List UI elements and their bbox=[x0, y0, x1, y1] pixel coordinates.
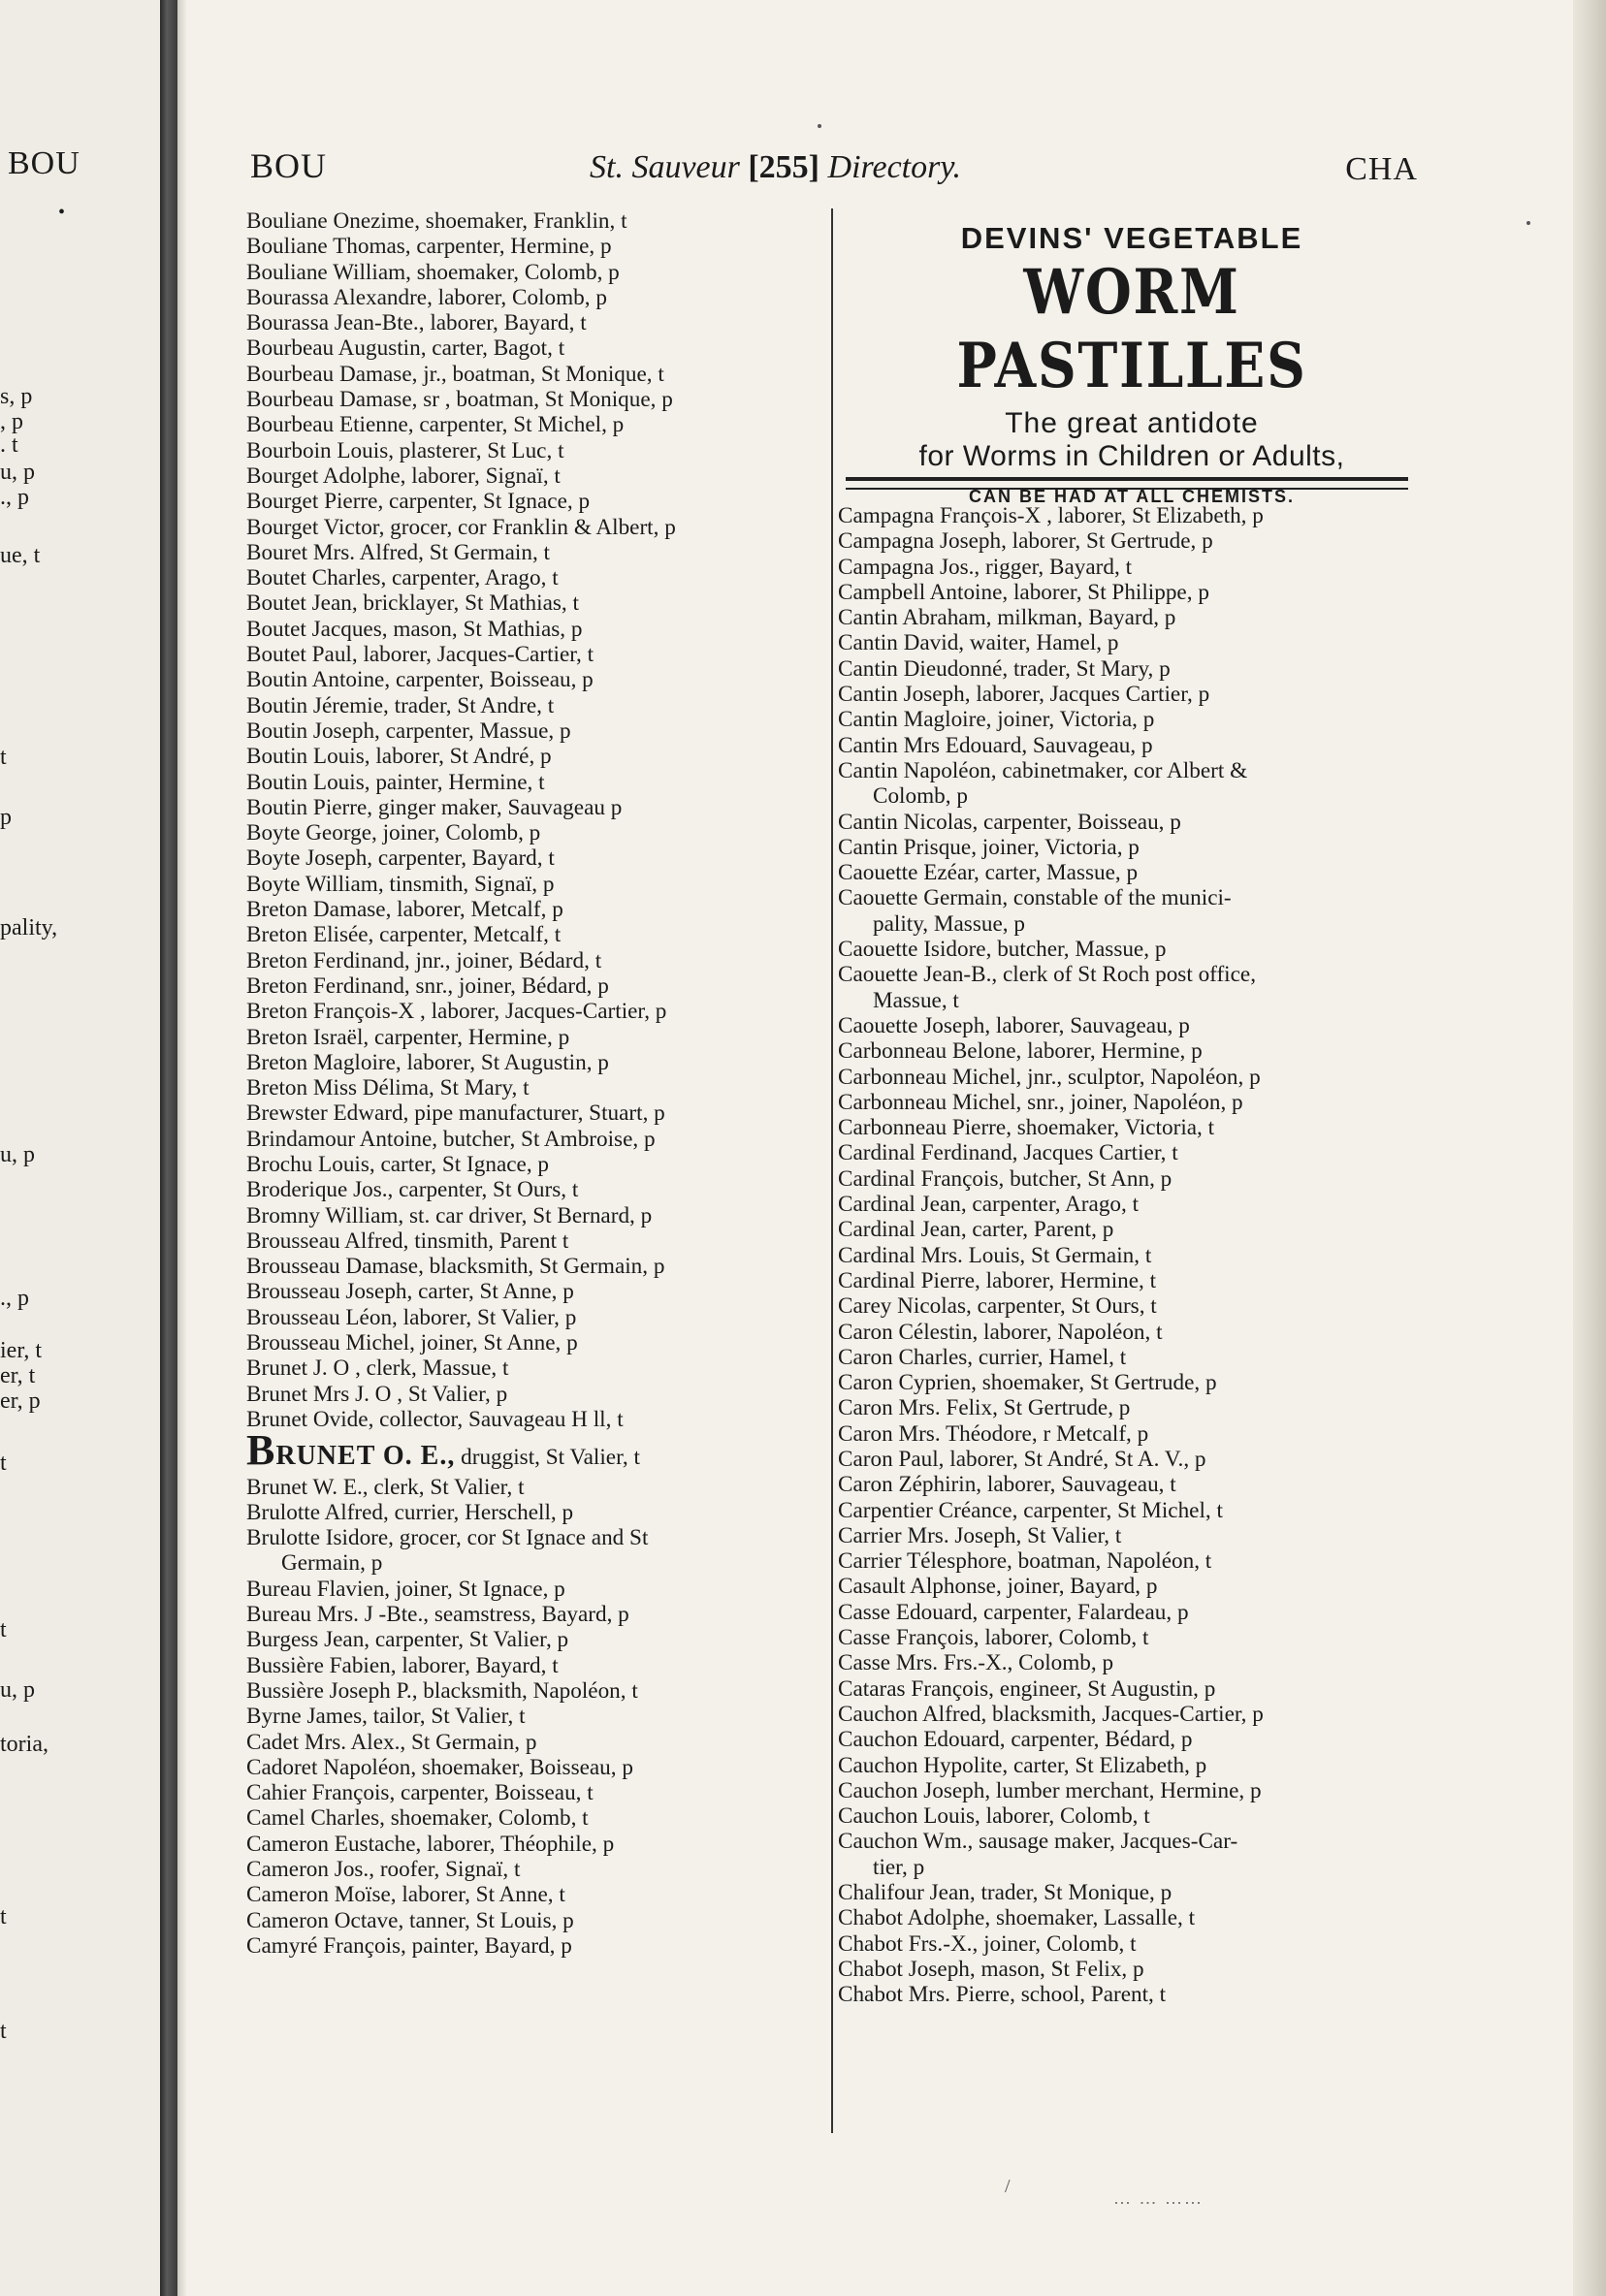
directory-entry: Boutin Louis, painter, Hermine, t bbox=[246, 769, 545, 795]
directory-entry: Caouette Germain, constable of the munici- bbox=[838, 885, 1232, 911]
previous-page-fragment bbox=[0, 0, 160, 2296]
ad-headline: WORM PASTILLES bbox=[956, 256, 1307, 402]
ad-line-1: DEVINS' VEGETABLE bbox=[960, 221, 1303, 255]
directory-entry: Carbonneau Michel, jnr., sculptor, Napoléon, p bbox=[838, 1064, 1261, 1090]
previous-page-text: ue, t bbox=[0, 543, 41, 568]
directory-entry: Brulotte Alfred, currier, Herschell, p bbox=[246, 1499, 574, 1525]
directory-entry: Cauchon Joseph, lumber merchant, Hermine, p bbox=[838, 1777, 1262, 1803]
directory-entry: Cantin Nicolas, carpenter, Boisseau, p bbox=[838, 809, 1181, 835]
directory-entry: Brousseau Alfred, tinsmith, Parent t bbox=[246, 1228, 569, 1254]
directory-entry: Brousseau Léon, laborer, St Valier, p bbox=[246, 1304, 577, 1330]
directory-entry: Casse Mrs. Frs.-X., Colomb, p bbox=[838, 1650, 1114, 1676]
directory-entry: Brindamour Antoine, butcher, St Ambroise, p bbox=[246, 1126, 656, 1152]
directory-entry: Carpentier Créance, carpenter, St Michel, t bbox=[838, 1497, 1223, 1523]
directory-entry: Cahier François, carpenter, Boisseau, t bbox=[246, 1780, 594, 1806]
directory-entry: Caouette Jean-B., clerk of St Roch post office, bbox=[838, 962, 1257, 988]
featured-rest: druggist, St Valier, t bbox=[455, 1445, 640, 1471]
directory-entry: Chabot Joseph, mason, St Felix, p bbox=[838, 1956, 1144, 1982]
directory-entry: Breton Magloire, laborer, St Augustin, p bbox=[246, 1049, 609, 1075]
directory-entry: Bourassa Alexandre, laborer, Colomb, p bbox=[246, 284, 607, 310]
previous-page-text: t bbox=[0, 1451, 7, 1476]
previous-page-text: er, t bbox=[0, 1363, 36, 1388]
directory-entry: Campagna Joseph, laborer, St Gertrude, p bbox=[838, 528, 1213, 555]
header-title bbox=[590, 149, 961, 186]
directory-entry: Bussière Fabien, laborer, Bayard, t bbox=[246, 1652, 559, 1678]
directory-entry: Brousseau Michel, joiner, St Anne, p bbox=[246, 1330, 578, 1356]
print-mark: / bbox=[1005, 2176, 1011, 2197]
directory-entry: Bouliane Onezime, shoemaker, Franklin, t bbox=[246, 208, 627, 234]
directory-entry: Caron Cyprien, shoemaker, St Gertrude, p bbox=[838, 1370, 1217, 1396]
directory-entry: Carbonneau Pierre, shoemaker, Victoria, t bbox=[838, 1115, 1215, 1141]
directory-entry: Bourbeau Damase, sr , boatman, St Monique, p bbox=[246, 387, 673, 413]
directory-entry: Cadet Mrs. Alex., St Germain, p bbox=[246, 1729, 537, 1755]
directory-entry: Massue, t bbox=[873, 987, 959, 1013]
directory-entry: Cadoret Napoléon, shoemaker, Boisseau, p bbox=[246, 1754, 633, 1780]
directory-entry: Boutin Joseph, carpenter, Massue, p bbox=[246, 718, 571, 744]
header-title-post: Directory. bbox=[819, 149, 962, 185]
directory-entry: Cardinal Pierre, laborer, Hermine, t bbox=[838, 1267, 1157, 1293]
directory-entry: Boutet Paul, laborer, Jacques-Cartier, t bbox=[246, 642, 594, 668]
directory-entry: Camyré François, painter, Bayard, p bbox=[246, 1932, 572, 1959]
directory-entry: Caron Zéphirin, laborer, Sauvageau, t bbox=[838, 1472, 1176, 1498]
directory-entry: Camel Charles, shoemaker, Colomb, t bbox=[246, 1805, 589, 1832]
directory-entry: Casault Alphonse, joiner, Bayard, p bbox=[838, 1574, 1158, 1600]
header-title-pre: St. Sauveur bbox=[590, 149, 749, 185]
ad-line-3: The great antidote bbox=[1005, 407, 1259, 439]
directory-entry: Brunet J. O , clerk, Massue, t bbox=[246, 1355, 509, 1382]
directory-entry: Bureau Flavien, joiner, St Ignace, p bbox=[246, 1576, 565, 1602]
directory-entry: Boutin Antoine, carpenter, Boisseau, p bbox=[246, 667, 594, 693]
directory-entry: Brewster Edward, pipe manufacturer, Stuart, p bbox=[246, 1100, 665, 1127]
directory-entry: Caron Charles, currier, Hamel, t bbox=[838, 1344, 1127, 1370]
previous-page-text: t bbox=[0, 2019, 7, 2044]
directory-entry: Bouliane Thomas, carpenter, Hermine, p bbox=[246, 234, 612, 260]
directory-entry: Breton Damase, laborer, Metcalf, p bbox=[246, 897, 563, 923]
directory-entry: Carbonneau Michel, snr., joiner, Napoléon, p bbox=[838, 1089, 1243, 1115]
directory-entry: Colomb, p bbox=[873, 783, 968, 810]
directory-entry: Cauchon Edouard, carpenter, Bédard, p bbox=[838, 1727, 1193, 1753]
directory-entry: Brousseau Damase, blacksmith, St Germain, p bbox=[246, 1254, 665, 1280]
directory-entry: Cardinal Mrs. Louis, St Germain, t bbox=[838, 1242, 1152, 1268]
directory-entry: Caron Mrs. Théodore, r Metcalf, p bbox=[838, 1420, 1149, 1447]
directory-entry: Cameron Eustache, laborer, Théophile, p bbox=[246, 1831, 615, 1857]
directory-entry: Boyte William, tinsmith, Signaï, p bbox=[246, 871, 555, 897]
directory-entry: Cantin Abraham, milkman, Bayard, p bbox=[838, 605, 1176, 631]
directory-entry: Bromny William, st. car driver, St Bernard, p bbox=[246, 1202, 653, 1228]
directory-entry: Chalifour Jean, trader, St Monique, p bbox=[838, 1880, 1172, 1906]
directory-entry: Breton Ferdinand, jnr., joiner, Bédard, t bbox=[246, 947, 602, 973]
directory-entry: Caron Mrs. Felix, St Gertrude, p bbox=[838, 1395, 1131, 1421]
featured-entry bbox=[246, 1426, 828, 1475]
previous-page-dot: • bbox=[58, 202, 66, 223]
book-gutter bbox=[160, 0, 177, 2296]
directory-entry: Cantin Joseph, laborer, Jacques Cartier, p bbox=[838, 682, 1210, 708]
directory-entry: Bourbeau Damase, jr., boatman, St Monique, t bbox=[246, 361, 664, 387]
ad-line-4: for Worms in Children or Adults, bbox=[918, 440, 1345, 472]
directory-entry: Bourget Victor, grocer, cor Franklin & Albert, p bbox=[246, 514, 676, 540]
directory-entry: Caron Paul, laborer, St André, St A. V., p bbox=[838, 1446, 1206, 1472]
directory-entry: Caron Célestin, laborer, Napoléon, t bbox=[838, 1319, 1163, 1345]
featured-initial: B bbox=[246, 1426, 276, 1475]
right-column-entries bbox=[838, 503, 1420, 2008]
directory-entry: Casse François, laborer, Colomb, t bbox=[838, 1625, 1149, 1651]
directory-entry: Chabot Frs.-X., joiner, Colomb, t bbox=[838, 1930, 1137, 1957]
directory-entry: Carrier Mrs. Joseph, St Valier, t bbox=[838, 1522, 1122, 1548]
directory-entry: Brochu Louis, carter, St Ignace, p bbox=[246, 1151, 550, 1177]
gutter-shadow bbox=[177, 0, 187, 2296]
previous-page-text: ., p bbox=[0, 1286, 29, 1311]
print-speck bbox=[1526, 221, 1530, 225]
directory-entry: Cardinal François, butcher, St Ann, p bbox=[838, 1165, 1172, 1192]
directory-entry: Boyte Joseph, carpenter, Bayard, t bbox=[246, 845, 555, 872]
directory-entry: Cataras François, engineer, St Augustin, p bbox=[838, 1675, 1216, 1702]
directory-entry: Brousseau Joseph, carter, St Anne, p bbox=[246, 1279, 574, 1305]
directory-entry: Bourboin Louis, plasterer, St Luc, t bbox=[246, 437, 564, 463]
directory-entry: Campagna François-X , laborer, St Elizabeth, p bbox=[838, 503, 1264, 528]
directory-entry: Bouliane William, shoemaker, Colomb, p bbox=[246, 259, 620, 285]
directory-entry: Breton François-X , laborer, Jacques-Cartier, p bbox=[246, 999, 667, 1025]
previous-page-text: er, p bbox=[0, 1388, 41, 1414]
column-divider bbox=[831, 208, 833, 2133]
previous-page-text: t bbox=[0, 1617, 7, 1642]
directory-entry: Cameron Octave, tanner, St Louis, p bbox=[246, 1907, 574, 1933]
previous-page-text: ier, t bbox=[0, 1338, 43, 1363]
directory-entry: Boutin Pierre, ginger maker, Sauvageau p bbox=[246, 794, 623, 820]
right-column bbox=[838, 503, 1420, 2008]
directory-entry: Boutet Jean, bricklayer, St Mathias, t bbox=[246, 590, 579, 617]
print-smudge: ⋯ ⋯ ⋯⋯ bbox=[1113, 2193, 1204, 2213]
directory-entry: Bourbeau Augustin, carter, Bagot, t bbox=[246, 335, 565, 362]
previous-page-text: t bbox=[0, 1904, 7, 1929]
previous-page-text: u, p bbox=[0, 460, 35, 485]
featured-name: RUNET O. E., bbox=[275, 1441, 456, 1472]
directory-entry: Brunet Ovide, collector, Sauvageau H ll, t bbox=[246, 1406, 624, 1432]
header-left-guide-word: BOU bbox=[250, 146, 328, 185]
directory-entry: Cauchon Wm., sausage maker, Jacques-Car- bbox=[838, 1829, 1238, 1855]
directory-entry: Bourget Adolphe, laborer, Signaï, t bbox=[246, 462, 561, 489]
previous-page-text: toria, bbox=[0, 1732, 48, 1757]
directory-entry: Cardinal Jean, carpenter, Arago, t bbox=[838, 1192, 1140, 1218]
directory-entry: Boutet Jacques, mason, St Mathias, p bbox=[246, 616, 583, 642]
previous-page-text: ., p bbox=[0, 485, 29, 510]
directory-entry: Caouette Joseph, laborer, Sauvageau, p bbox=[838, 1012, 1190, 1038]
directory-entry: Breton Elisée, carpenter, Metcalf, t bbox=[246, 922, 562, 948]
advertisement bbox=[846, 213, 1418, 506]
directory-entry: Boutin Jéremie, trader, St Andre, t bbox=[246, 692, 555, 718]
page-number: [255] bbox=[748, 149, 820, 185]
directory-entry: Bourassa Jean-Bte., laborer, Bayard, t bbox=[246, 310, 587, 336]
previous-page-text: p bbox=[0, 805, 12, 830]
directory-entry: Byrne James, tailor, St Valier, t bbox=[246, 1704, 526, 1730]
directory-entry: Cantin Mrs Edouard, Sauvageau, p bbox=[838, 732, 1153, 758]
directory-entry: Caouette Ezéar, carter, Massue, p bbox=[838, 860, 1139, 886]
directory-entry: Cantin Magloire, joiner, Victoria, p bbox=[838, 707, 1155, 733]
directory-entry: Carrier Télesphore, boatman, Napoléon, t bbox=[838, 1548, 1212, 1575]
directory-entry: Caouette Isidore, butcher, Massue, p bbox=[838, 937, 1167, 963]
directory-entry: Cauchon Hypolite, carter, St Elizabeth, p bbox=[838, 1752, 1207, 1778]
previous-page-text: . t bbox=[0, 432, 18, 458]
previous-page-text: s, p bbox=[0, 384, 33, 409]
directory-entry: Cantin Dieudonné, trader, St Mary, p bbox=[838, 655, 1171, 682]
directory-entry: Bussière Joseph P., blacksmith, Napoléon, t bbox=[246, 1677, 638, 1704]
left-column bbox=[246, 208, 828, 1959]
running-header bbox=[250, 145, 1418, 204]
directory-entry: Cantin Prisque, joiner, Victoria, p bbox=[838, 834, 1140, 860]
directory-entry: Breton Ferdinand, snr., joiner, Bédard, p bbox=[246, 973, 609, 999]
directory-entry: Breton Miss Délima, St Mary, t bbox=[246, 1075, 530, 1101]
directory-entry: Cardinal Ferdinand, Jacques Cartier, t bbox=[838, 1140, 1178, 1166]
directory-entry: Bouret Mrs. Alfred, St Germain, t bbox=[246, 539, 550, 565]
directory-entry: Boutin Louis, laborer, St André, p bbox=[246, 744, 552, 770]
directory-entry: Casse Edouard, carpenter, Falardeau, p bbox=[838, 1599, 1189, 1625]
directory-entry: Cantin David, waiter, Hamel, p bbox=[838, 630, 1119, 656]
directory-entry: Bureau Mrs. J -Bte., seamstress, Bayard, p bbox=[246, 1602, 629, 1628]
previous-page-text: t bbox=[0, 745, 7, 770]
directory-entry: Brunet Mrs J. O , St Valier, p bbox=[246, 1381, 508, 1407]
directory-entry: Boutet Charles, carpenter, Arago, t bbox=[246, 565, 559, 591]
print-speck bbox=[818, 124, 821, 128]
directory-entry: Bourbeau Etienne, carpenter, St Michel, p bbox=[246, 412, 625, 438]
directory-entry: Cameron Jos., roofer, Signaï, t bbox=[246, 1857, 521, 1882]
directory-entry: Cauchon Alfred, blacksmith, Jacques-Cartier, p bbox=[838, 1701, 1264, 1727]
left-column-entries bbox=[246, 208, 828, 1432]
directory-entry: Campagna Jos., rigger, Bayard, t bbox=[838, 554, 1133, 580]
directory-entry: Campbell Antoine, laborer, St Philippe, p bbox=[838, 579, 1209, 605]
directory-entry: Bourget Pierre, carpenter, St Ignace, p bbox=[246, 489, 591, 515]
header-right-guide-word: CHA bbox=[1345, 151, 1418, 187]
left-column-entries-2 bbox=[246, 1475, 828, 1960]
directory-entry: pality, Massue, p bbox=[873, 910, 1025, 937]
directory-entry: Brulotte Isidore, grocer, cor St Ignace and St bbox=[246, 1525, 649, 1551]
directory-entry: Cameron Moïse, laborer, St Anne, t bbox=[246, 1882, 565, 1908]
previous-page-header: BOU bbox=[8, 145, 80, 181]
directory-entry: Cantin Napoléon, cabinetmaker, cor Albert & bbox=[838, 757, 1248, 783]
directory-entry: Carbonneau Belone, laborer, Hermine, p bbox=[838, 1038, 1203, 1065]
page-edge bbox=[1573, 0, 1606, 2296]
directory-entry: Carey Nicolas, carpenter, St Ours, t bbox=[838, 1293, 1157, 1320]
ad-double-rule bbox=[846, 477, 1408, 490]
directory-entry: Brunet W. E., clerk, St Valier, t bbox=[246, 1474, 525, 1500]
directory-entry: Chabot Mrs. Pierre, school, Parent, t bbox=[838, 1982, 1167, 2008]
previous-page-text: pality, bbox=[0, 915, 58, 941]
ad-line-5: CAN BE HAD AT ALL CHEMISTS. bbox=[969, 487, 1295, 506]
directory-entry: Cauchon Louis, laborer, Colomb, t bbox=[838, 1803, 1150, 1830]
previous-page-text: , p bbox=[0, 409, 23, 434]
directory-entry: Breton Israël, carpenter, Hermine, p bbox=[246, 1024, 570, 1050]
directory-entry: Burgess Jean, carpenter, St Valier, p bbox=[246, 1627, 569, 1653]
directory-entry: Broderique Jos., carpenter, St Ours, t bbox=[246, 1177, 579, 1203]
previous-page-text: u, p bbox=[0, 1142, 35, 1167]
directory-entry: Germain, p bbox=[281, 1550, 383, 1577]
previous-page-text: u, p bbox=[0, 1677, 35, 1703]
directory-entry: Boyte George, joiner, Colomb, p bbox=[246, 820, 541, 846]
directory-entry: tier, p bbox=[873, 1854, 925, 1880]
directory-entry: Cardinal Jean, carter, Parent, p bbox=[838, 1217, 1114, 1243]
directory-entry: Chabot Adolphe, shoemaker, Lassalle, t bbox=[838, 1905, 1196, 1931]
